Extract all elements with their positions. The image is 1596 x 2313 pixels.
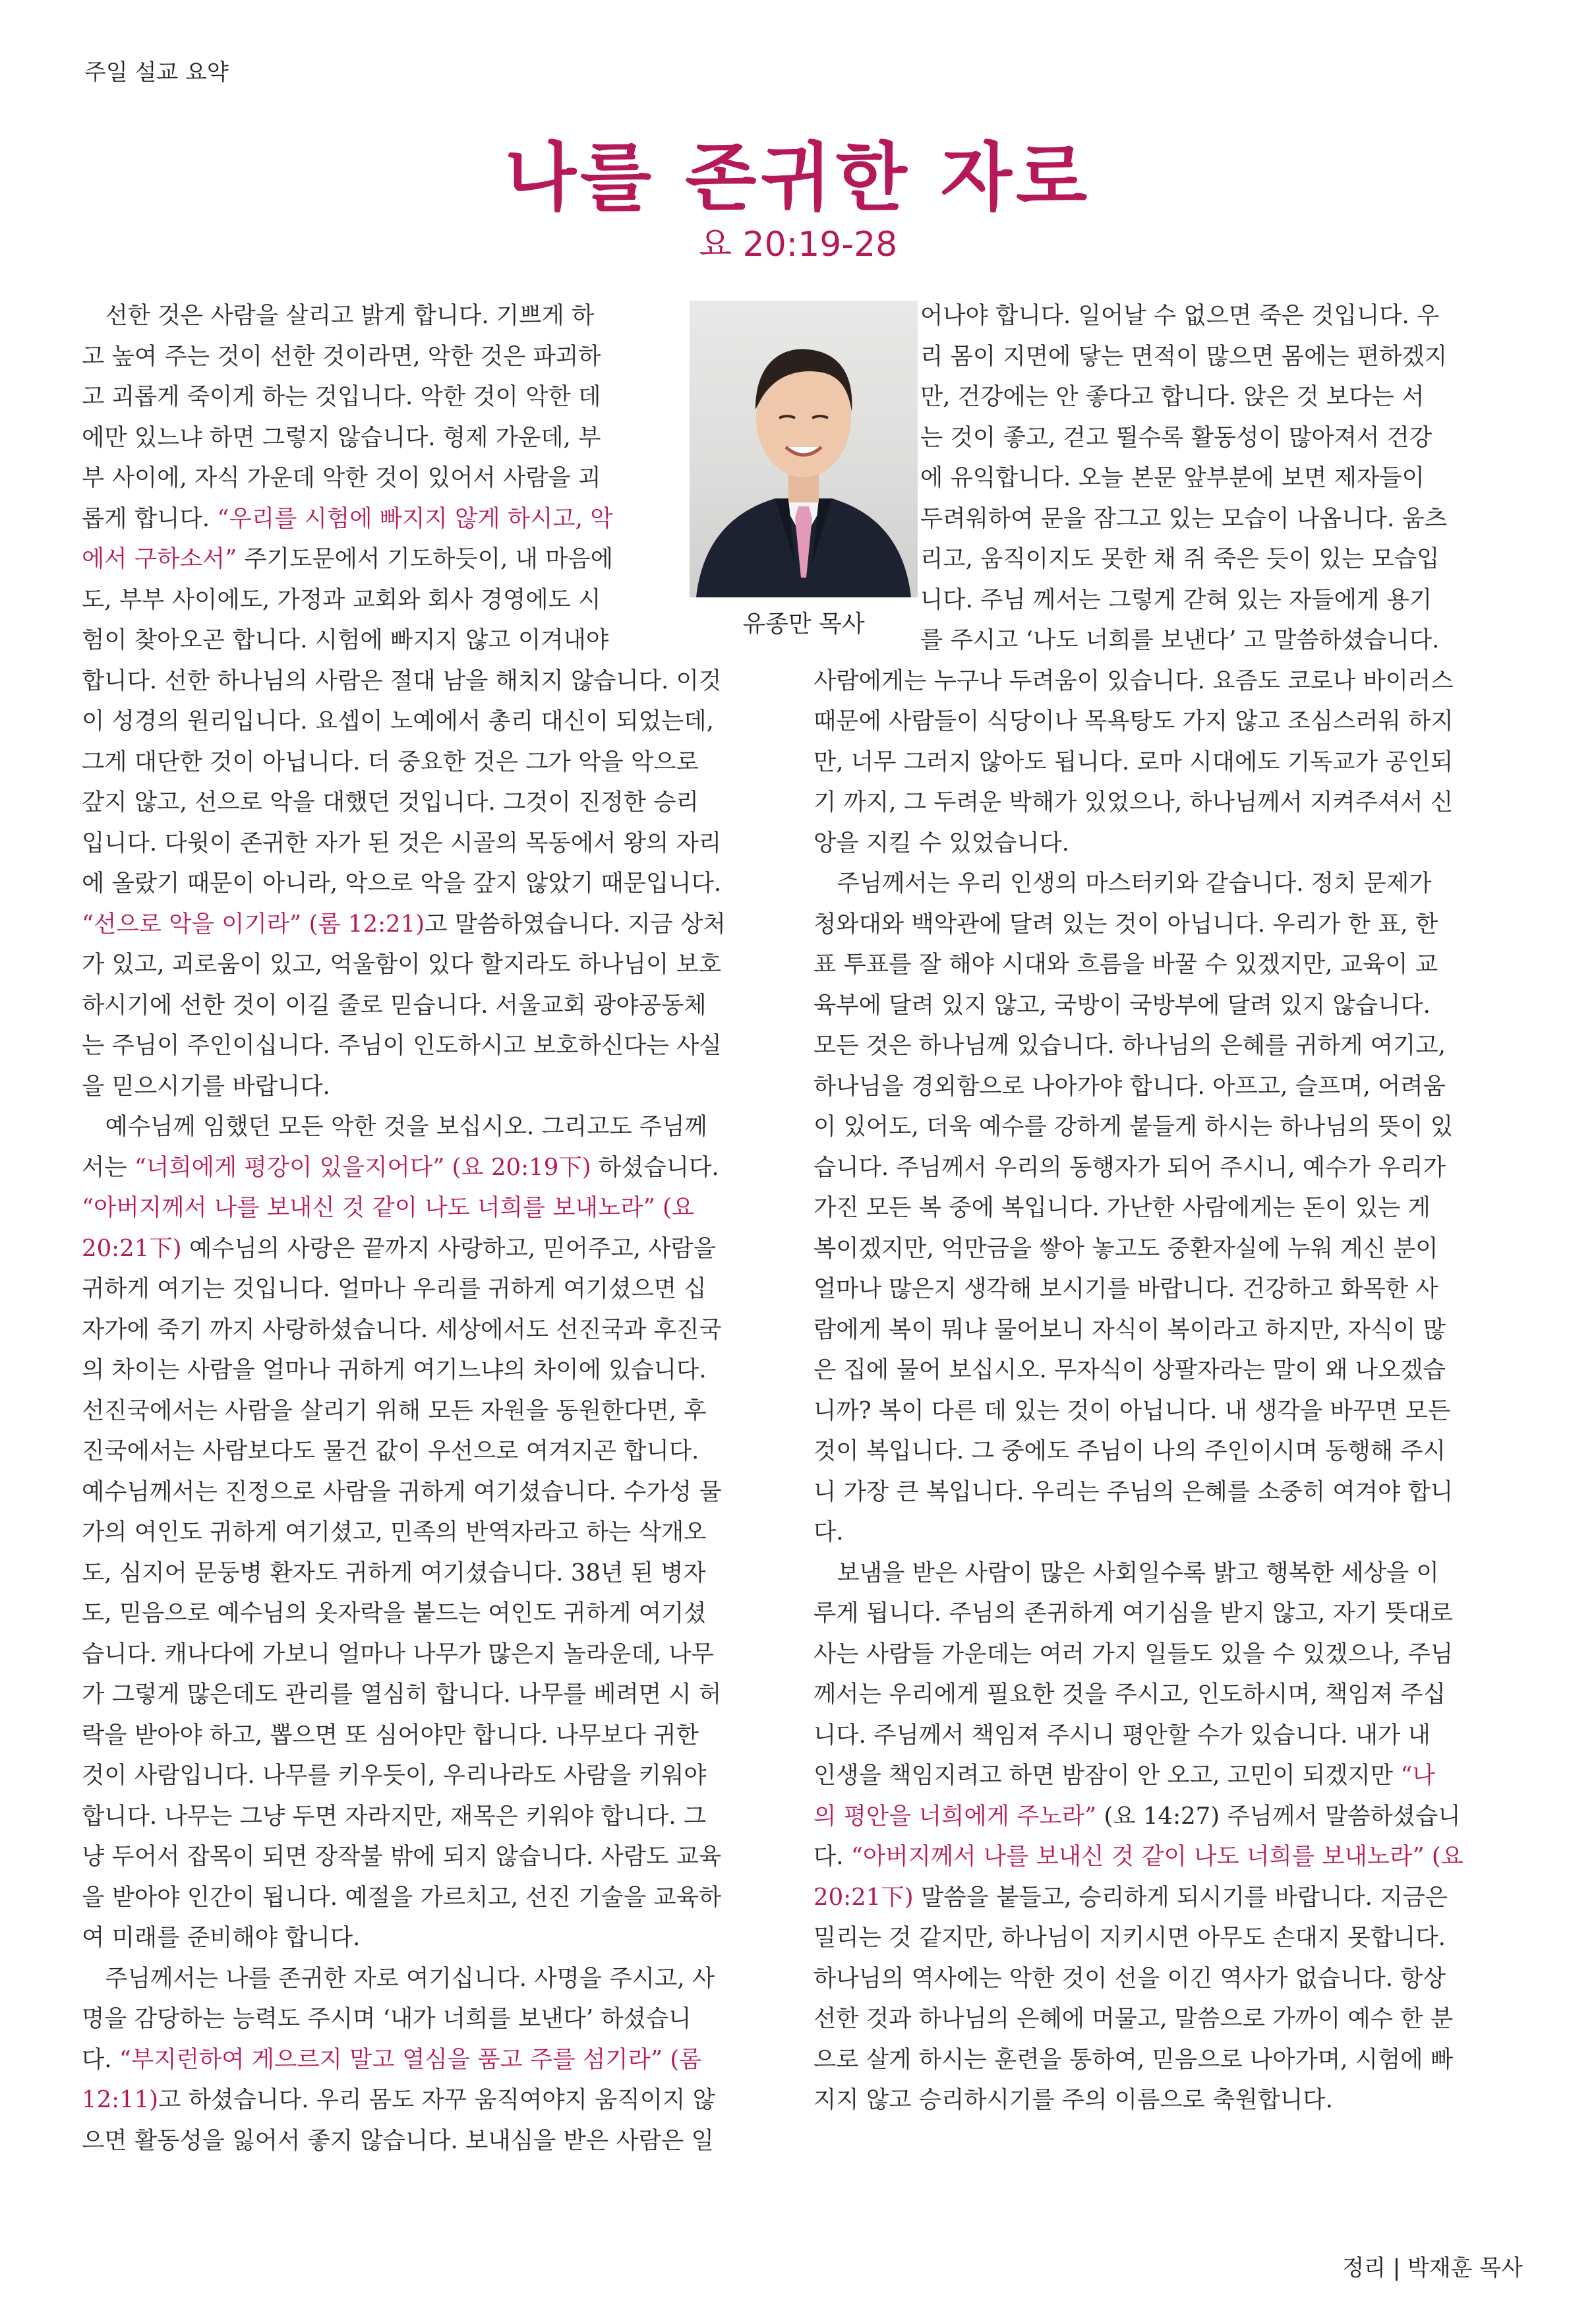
scripture-quote: 의 평안을 너희에게 주노라”	[813, 1802, 1097, 1830]
text-line	[82, 1350, 794, 1391]
text-line	[82, 539, 794, 580]
text-segment: 하셨습니다.	[591, 1153, 719, 1181]
text-line	[813, 701, 1529, 742]
text-line	[813, 1634, 1529, 1675]
text-segment: 것이 복입니다. 그 중에도 주님이 나의 주인이시며 동행해 주시	[813, 1437, 1446, 1464]
text-line	[82, 1796, 794, 1837]
text-segment: 가 그렇게 많은데도 관리를 열심히 합니다. 나무를 베려면 시 허	[82, 1681, 722, 1708]
text-line	[813, 1391, 1529, 1431]
text-segment: 명을 감당하는 능력도 주시며 ‘내가 너희를 보낸다’ 하셨습니	[82, 2005, 692, 2032]
text-line	[813, 336, 1529, 377]
text-segment: 냥 두어서 잡목이 되면 장작불 밖에 되지 않습니다. 사람도 교육	[82, 1843, 722, 1870]
text-segment: 습니다. 주님께서 우리의 동행자가 되어 주시니, 예수가 우리가	[813, 1153, 1446, 1181]
text-line	[813, 1877, 1529, 1918]
text-line	[813, 863, 1529, 904]
text-line	[813, 1958, 1529, 1999]
text-segment: 고 말씀하였습니다. 지금 상처	[425, 910, 726, 938]
text-line	[82, 1715, 794, 1756]
text-segment: 기 까지, 그 두려운 박해가 있었으나, 하나님께서 지켜주셔서 신	[813, 789, 1454, 816]
text-segment: 서는	[82, 1153, 134, 1181]
text-line	[82, 498, 794, 539]
text-segment: 자가에 죽기 까지 사랑하셨습니다. 세상에서도 선진국과 후진국	[82, 1315, 722, 1343]
scripture-quote: “부지런하여 게으르지 말고 열심을 품고 주를 섬기라” (롬	[119, 2045, 702, 2073]
text-segment: (요 14:27) 주님께서 말씀하셨습니	[1096, 1802, 1461, 1830]
text-line	[82, 742, 794, 783]
scripture-quote: “너희에게 평강이 있을지어다” (요 20:19下)	[134, 1153, 591, 1181]
text-line	[813, 1228, 1529, 1269]
body-column-left	[82, 295, 794, 2161]
text-line	[82, 1025, 794, 1066]
text-line	[82, 1755, 794, 1796]
text-segment: 으면 활동성을 잃어서 좋지 않습니다. 보내심을 받은 사람은 일	[82, 2126, 714, 2154]
text-line	[82, 661, 794, 702]
text-line	[813, 985, 1529, 1026]
text-segment: 다.	[813, 1518, 844, 1546]
text-segment: 여 미래를 준비해야 합니다.	[82, 1924, 361, 1951]
text-segment: 예수님의 사랑은 끝까지 사랑하고, 믿어주고, 사람을	[181, 1234, 717, 1262]
text-line	[813, 539, 1529, 580]
text-line	[82, 417, 794, 458]
text-line	[82, 1309, 794, 1350]
text-segment: 험이 찾아오곤 합니다. 시험에 빠지지 않고 이겨내야	[82, 626, 609, 653]
text-segment: 갚지 않고, 선으로 악을 대했던 것입니다. 그것이 진정한 승리	[82, 789, 699, 816]
text-segment: 롭게 합니다.	[82, 504, 218, 532]
text-line	[813, 661, 1529, 702]
text-segment: 리고, 움직이지도 못한 채 쥐 죽은 듯이 있는 모습입	[920, 545, 1440, 572]
text-segment: 주님께서는 우리 인생의 마스터키와 같습니다. 정치 문제가	[813, 870, 1432, 897]
text-line	[82, 620, 794, 661]
text-line	[813, 458, 1529, 498]
text-segment: 도, 심지어 문둥병 환자도 귀하게 여기셨습니다. 38년 된 병자	[82, 1559, 706, 1586]
text-segment: 얼마나 많은지 생각해 보시기를 바랍니다. 건강하고 화목한 사	[813, 1275, 1438, 1302]
text-line	[82, 2120, 794, 2161]
text-line	[82, 1917, 794, 1958]
text-line	[82, 2039, 794, 2080]
text-segment: 니까? 복이 다른 데 있는 것이 아닙니다. 내 생각을 바꾸면 모든	[813, 1397, 1451, 1424]
text-line	[82, 1877, 794, 1918]
scripture-quote: 12:11)	[82, 2086, 159, 2113]
text-segment: 사는 사람들 가운데는 여러 가지 일들도 있을 수 있겠으나, 주님	[813, 1640, 1454, 1667]
text-segment: 합니다. 선한 하나님의 사람은 절대 남을 해치지 않습니다. 이것	[82, 667, 722, 694]
text-line	[82, 904, 794, 945]
text-line	[82, 863, 794, 904]
text-line	[82, 1066, 794, 1107]
text-segment: 고 하셨습니다. 우리 몸도 자꾸 움직여야지 움직이지 않	[158, 2086, 715, 2113]
text-segment: 락을 받아야 하고, 뽑으면 또 심어야만 합니다. 나무보다 귀한	[82, 1721, 699, 1749]
text-segment: 만, 너무 그러지 않아도 됩니다. 로마 시대에도 기독교가 공인되	[813, 748, 1454, 775]
text-segment: 가진 모든 복 중에 복입니다. 가난한 사람에게는 돈이 있는 게	[813, 1194, 1431, 1221]
text-segment: 이 성경의 원리입니다. 요셉이 노예에서 총리 대신이 되었는데,	[82, 707, 714, 735]
text-line	[813, 295, 1529, 336]
text-segment: 부 사이에, 자식 가운데 악한 것이 있어서 사람을 괴	[82, 464, 601, 491]
text-segment: 청와대와 백악관에 달려 있는 것이 아닙니다. 우리가 한 표, 한	[813, 910, 1438, 938]
text-segment: 주기도문에서 기도하듯이, 내 마음에	[237, 545, 614, 572]
text-segment: 의 차이는 사람을 얼마나 귀하게 여기느냐의 차이에 있습니다.	[82, 1356, 707, 1383]
text-segment: 육부에 달려 있지 않고, 국방이 국방부에 달려 있지 않습니다.	[813, 991, 1431, 1019]
text-segment: 는 주님이 주인이십니다. 주님이 인도하시고 보호하신다는 사실	[82, 1032, 722, 1059]
text-segment: 리 몸이 지면에 닿는 면적이 많으면 몸에는 편하겠지	[920, 342, 1448, 370]
text-line	[82, 701, 794, 742]
text-line	[813, 620, 1529, 661]
text-segment: 를 주시고 ‘나도 너희를 보낸다’ 고 말씀하셨습니다.	[920, 626, 1440, 653]
text-line	[813, 1472, 1529, 1513]
text-line	[82, 823, 794, 864]
text-segment: 그게 대단한 것이 아닙니다. 더 중요한 것은 그가 악을 악으로	[82, 748, 699, 775]
text-line	[813, 580, 1529, 620]
text-segment: 합니다. 나무는 그냥 두면 자라지만, 재목은 키워야 합니다. 그	[82, 1802, 707, 1830]
section-label: 주일 설교 요약	[84, 59, 229, 86]
text-segment: 다.	[813, 1843, 851, 1870]
text-line	[813, 1553, 1529, 1594]
text-segment: 선진국에서는 사람을 살리기 위해 모든 자원을 동원한다면, 후	[82, 1397, 707, 1424]
text-line	[82, 1391, 794, 1431]
text-line	[82, 1106, 794, 1147]
text-line	[82, 1836, 794, 1877]
text-line	[82, 1593, 794, 1634]
scripture-quote: “아버지께서 나를 보내신 것 같이 나도 너희를 보내노라” (요	[850, 1843, 1464, 1870]
text-segment: 앙을 지킬 수 있었습니다.	[813, 829, 1070, 856]
text-line	[82, 1228, 794, 1269]
text-segment: 표 투표를 잘 해야 시대와 흐름을 바꿀 수 있겠지만, 교육이 교	[813, 951, 1438, 978]
text-line	[813, 2080, 1529, 2120]
text-segment: 고 괴롭게 죽이게 하는 것입니다. 악한 것이 악한 데	[82, 383, 601, 410]
text-line	[82, 2080, 794, 2120]
text-line	[813, 742, 1529, 783]
text-line	[813, 1187, 1529, 1228]
text-line	[82, 1674, 794, 1715]
text-segment: 하나님을 경외함으로 나아가야 합니다. 아프고, 슬프며, 어려움	[813, 1072, 1446, 1100]
text-line	[82, 1958, 794, 1999]
text-line	[82, 1998, 794, 2039]
scripture-quote: 20:21下)	[813, 1883, 914, 1911]
text-line	[813, 1350, 1529, 1391]
text-line	[82, 376, 794, 417]
text-line	[82, 1147, 794, 1188]
text-segment: 은 집에 물어 보십시오. 무자식이 상팔자라는 말이 왜 나오겠습	[813, 1356, 1446, 1383]
text-line	[813, 944, 1529, 985]
text-segment: 고 높여 주는 것이 선한 것이라면, 악한 것은 파괴하	[82, 342, 601, 370]
text-line	[813, 823, 1529, 864]
text-line	[82, 1187, 794, 1228]
text-segment: 모든 것은 하나님께 있습니다. 하나님의 은혜를 귀하게 여기고,	[813, 1032, 1446, 1059]
text-line	[82, 580, 794, 620]
scripture-quote: 20:21下)	[82, 1234, 182, 1262]
text-segment: 예수님께 임했던 모든 악한 것을 보십시오. 그리고도 주님께	[82, 1113, 707, 1140]
text-line	[813, 1309, 1529, 1350]
text-segment: 하나님의 역사에는 악한 것이 선을 이긴 역사가 없습니다. 항상	[813, 1964, 1446, 1992]
text-segment: 도, 믿음으로 예수님의 옷자락을 붙드는 여인도 귀하게 여기셨	[82, 1600, 707, 1627]
text-line	[813, 2039, 1529, 2080]
scripture-quote: “아버지께서 나를 보내신 것 같이 나도 너희를 보내노라” (요	[82, 1194, 695, 1221]
text-line	[82, 458, 794, 498]
text-line	[813, 1025, 1529, 1066]
text-segment: 을 받아야 인간이 됩니다. 예절을 가르치고, 선진 기술을 교육하	[82, 1883, 722, 1911]
text-segment: 복이겠지만, 억만금을 쌓아 놓고도 중환자실에 누워 계신 분이	[813, 1234, 1438, 1262]
text-segment: 주님께서는 나를 존귀한 자로 여기십니다. 사명을 주시고, 사	[82, 1964, 715, 1992]
text-line	[82, 1269, 794, 1309]
text-line	[813, 1431, 1529, 1472]
text-line	[813, 904, 1529, 945]
text-segment: 가 있고, 괴로움이 있고, 억울함이 있다 할지라도 하나님이 보호	[82, 951, 722, 978]
text-segment: 에만 있느냐 하면 그렇지 않습니다. 형제 가운데, 부	[82, 423, 601, 451]
text-line	[813, 1998, 1529, 2039]
text-segment: 니다. 주님께서 책임져 주시니 평안할 수가 있습니다. 내가 내	[813, 1721, 1431, 1749]
text-line	[813, 1593, 1529, 1634]
text-segment: 때문에 사람들이 식당이나 목욕탕도 가지 않고 조심스러워 하지	[813, 707, 1454, 735]
text-line	[813, 1755, 1529, 1796]
text-line	[813, 1674, 1529, 1715]
text-segment: 으로 살게 하시는 훈련을 통하여, 믿음으로 나아가며, 시험에 빠	[813, 2045, 1454, 2073]
body-column-right	[813, 295, 1529, 2120]
text-line	[82, 1512, 794, 1553]
text-line	[82, 1553, 794, 1594]
text-segment: 인생을 책임지려고 하면 밤잠이 안 오고, 고민이 되겠지만	[813, 1762, 1401, 1789]
text-line	[82, 295, 794, 336]
text-segment: 하시기에 선한 것이 이길 줄로 믿습니다. 서울교회 광야공동체	[82, 991, 707, 1019]
text-line	[813, 1836, 1529, 1877]
text-line	[82, 336, 794, 377]
photo-caption: 유종만 목사	[742, 611, 865, 638]
text-segment: 선한 것은 사람을 살리고 밝게 합니다. 기쁘게 하	[82, 302, 595, 329]
text-segment: 선한 것과 하나님의 은혜에 머물고, 말씀으로 가까이 예수 한 분	[813, 2005, 1454, 2032]
text-segment: 지지 않고 승리하시기를 주의 이름으로 축원합니다.	[813, 2086, 1333, 2113]
text-segment: 는 것이 좋고, 걷고 뛸수록 활동성이 많아져서 건강	[920, 423, 1433, 451]
sermon-title: 나를 존귀한 자로	[504, 135, 1092, 221]
text-segment: 어나야 합니다. 일어날 수 없으면 죽은 것입니다. 우	[920, 302, 1440, 329]
text-line	[813, 1796, 1529, 1837]
text-line	[82, 944, 794, 985]
text-line	[813, 1512, 1529, 1553]
text-segment: 니 가장 큰 복입니다. 우리는 주님의 은혜를 소중히 여겨야 합니	[813, 1478, 1454, 1505]
text-line	[82, 1431, 794, 1472]
text-segment: 니다. 주님 께서는 그렇게 갇혀 있는 자들에게 용기	[920, 586, 1433, 613]
text-segment: 에 유익합니다. 오늘 본문 앞부분에 보면 제자들이	[920, 464, 1425, 491]
text-segment: 께서는 우리에게 필요한 것을 주시고, 인도하시며, 책임져 주십	[813, 1681, 1446, 1708]
text-segment: 람에게 복이 뭐냐 물어보니 자식이 복이라고 하지만, 자식이 많	[813, 1315, 1446, 1343]
text-segment: 것이 사람입니다. 나무를 키우듯이, 우리나라도 사람을 키워야	[82, 1762, 707, 1789]
scripture-quote: 에서 구하소서”	[82, 545, 237, 572]
text-line	[82, 782, 794, 823]
text-line	[813, 498, 1529, 539]
text-segment: 밀리는 것 같지만, 하나님이 지키시면 아무도 손대지 못합니다.	[813, 1924, 1446, 1951]
text-segment: 루게 됩니다. 주님의 존귀하게 여기심을 받지 않고, 자기 뜻대로	[813, 1600, 1454, 1627]
scripture-quote: “나	[1400, 1762, 1435, 1789]
text-segment: 이 있어도, 더욱 예수를 강하게 붙들게 하시는 하나님의 뜻이 있	[813, 1113, 1454, 1140]
text-segment: 사람에게는 누구나 두려움이 있습니다. 요즘도 코로나 바이러스	[813, 667, 1454, 694]
scripture-quote: “선으로 악을 이기라” (롬 12:21)	[82, 910, 425, 938]
text-segment: 입니다. 다윗이 존귀한 자가 된 것은 시골의 목동에서 왕의 자리	[82, 829, 722, 856]
text-line	[82, 985, 794, 1026]
text-segment: 가의 여인도 귀하게 여기셨고, 민족의 반역자라고 하는 삭개오	[82, 1518, 707, 1546]
text-segment: 말씀을 붙들고, 승리하게 되시기를 바랍니다. 지금은	[913, 1883, 1448, 1911]
text-line	[813, 1066, 1529, 1107]
text-line	[813, 782, 1529, 823]
text-segment: 에 올랐기 때문이 아니라, 악으로 악을 갚지 않았기 때문입니다.	[82, 870, 722, 897]
scripture-reference: 요 20:19-28	[698, 225, 898, 264]
text-line	[813, 417, 1529, 458]
text-line	[813, 1715, 1529, 1756]
text-segment: 두려워하여 문을 잠그고 있는 모습이 나옵니다. 움츠	[920, 504, 1448, 532]
scripture-quote: “우리를 시험에 빠지지 않게 하시고, 악	[217, 504, 613, 532]
text-segment: 도, 부부 사이에도, 가정과 교회와 회사 경영에도 시	[82, 586, 601, 613]
text-segment: 만, 건강에는 안 좋다고 합니다. 앉은 것 보다는 서	[920, 383, 1425, 410]
text-segment: 습니다. 캐나다에 가보니 얼마나 나무가 많은지 놀라운데, 나무	[82, 1640, 714, 1667]
text-segment: 을 믿으시기를 바랍니다.	[82, 1072, 330, 1100]
text-line	[82, 1634, 794, 1675]
text-line	[813, 1147, 1529, 1188]
text-segment: 다.	[82, 2045, 119, 2073]
editor-credit: 정리 | 박재훈 목사	[1342, 2255, 1523, 2281]
text-line	[813, 1106, 1529, 1147]
text-segment: 귀하게 여기는 것입니다. 얼마나 우리를 귀하게 여기셨으면 십	[82, 1275, 707, 1302]
text-line	[82, 1472, 794, 1513]
text-line	[813, 1269, 1529, 1309]
text-line	[813, 376, 1529, 417]
text-line	[813, 1917, 1529, 1958]
text-segment: 예수님께서는 진정으로 사람을 귀하게 여기셨습니다. 수가성 물	[82, 1478, 722, 1505]
text-segment: 보냄을 받은 사람이 많은 사회일수록 밝고 행복한 세상을 이	[813, 1559, 1439, 1586]
text-segment: 진국에서는 사람보다도 물건 값이 우선으로 여겨지곤 합니다.	[82, 1437, 699, 1464]
